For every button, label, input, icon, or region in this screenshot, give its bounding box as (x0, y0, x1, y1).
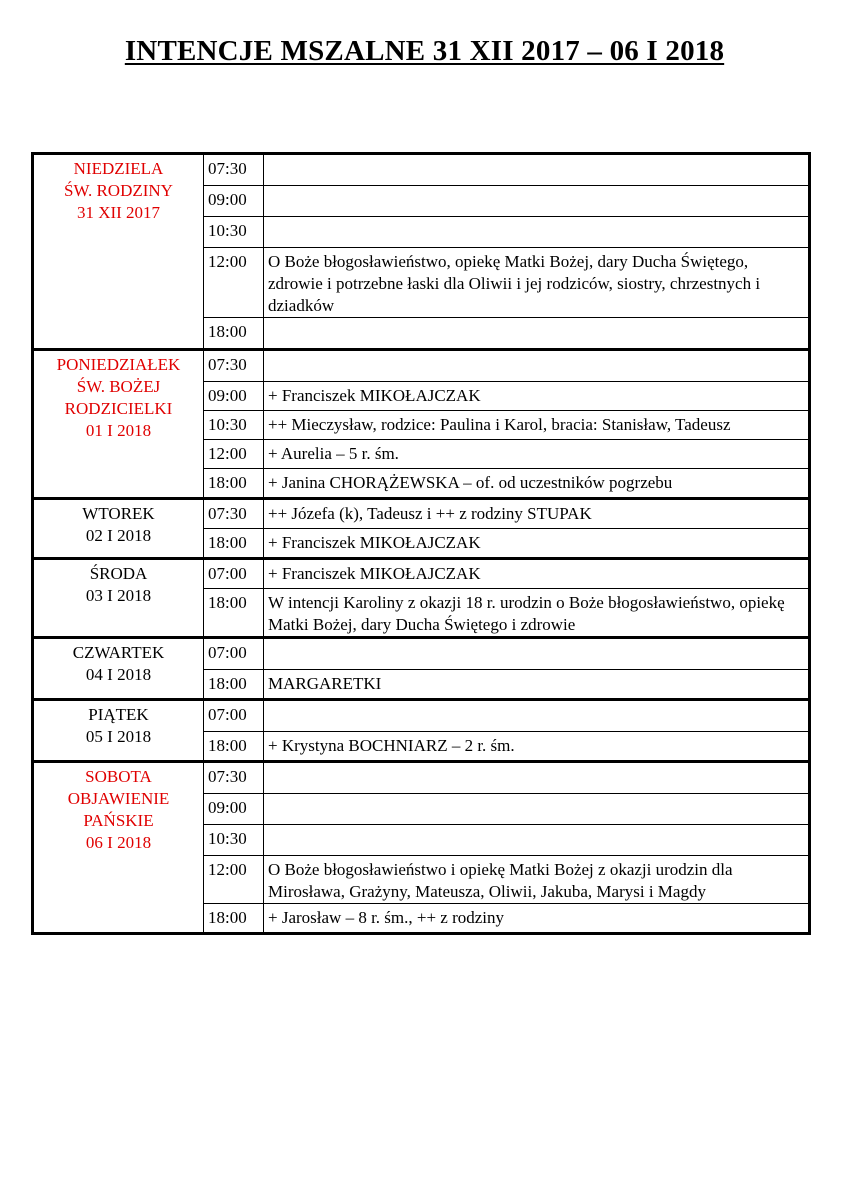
day-label-line: PONIEDZIAŁEK (56, 355, 181, 374)
mass-intention (264, 794, 810, 825)
day-label-line: ŚW. BOŻEJ (76, 377, 161, 396)
mass-time: 18:00 (204, 904, 264, 934)
mass-intention: + Krystyna BOCHNIARZ – 2 r. śm. (264, 732, 810, 762)
day-cell (33, 499, 204, 559)
day-cell (33, 559, 204, 638)
page-title: INTENCJE MSZALNE 31 XII 2017 – 06 I 2018 (124, 35, 725, 67)
day-cell (33, 154, 204, 350)
mass-time: 07:30 (204, 350, 264, 382)
mass-time: 18:00 (204, 318, 264, 350)
day-cell (33, 638, 204, 700)
mass-time: 07:30 (204, 762, 264, 794)
mass-row (33, 638, 810, 670)
mass-time: 18:00 (204, 529, 264, 559)
day-label-line: 04 I 2018 (85, 665, 152, 684)
mass-time: 18:00 (204, 732, 264, 762)
mass-time: 10:30 (204, 825, 264, 856)
mass-time: 09:00 (204, 382, 264, 411)
mass-row (33, 499, 810, 529)
day-label-line: NIEDZIELA (73, 159, 164, 178)
mass-time: 12:00 (204, 856, 264, 904)
day-label-line: CZWARTEK (72, 643, 165, 662)
mass-intention: W intencji Karoliny z okazji 18 r. urodzin o Boże błogosławieństwo, opiekę Matki Bożej, dary Ducha Świętego i zdrowie (264, 589, 810, 638)
mass-time: 07:00 (204, 638, 264, 670)
mass-time: 10:30 (204, 217, 264, 248)
day-label-line: ŚRODA (89, 564, 148, 583)
mass-intention: + Franciszek MIKOŁAJCZAK (264, 529, 810, 559)
mass-time: 07:00 (204, 700, 264, 732)
mass-intention (264, 700, 810, 732)
day-label-line: RODZICIELKI (64, 399, 173, 418)
mass-time: 07:30 (204, 154, 264, 186)
mass-intention: ++ Józefa (k), Tadeusz i ++ z rodziny STUPAK (264, 499, 810, 529)
mass-time: 18:00 (204, 589, 264, 638)
mass-row (33, 762, 810, 794)
day-label-line: 06 I 2018 (85, 833, 152, 852)
mass-time: 12:00 (204, 248, 264, 318)
mass-intention: + Franciszek MIKOŁAJCZAK (264, 559, 810, 589)
day-label-line: 31 XII 2017 (76, 203, 161, 222)
day-label-line: WTOREK (82, 504, 155, 523)
mass-time: 18:00 (204, 469, 264, 499)
day-label-line: PIĄTEK (88, 705, 149, 724)
mass-intention: ++ Mieczysław, rodzice: Paulina i Karol, bracia: Stanisław, Tadeusz (264, 411, 810, 440)
mass-row (33, 350, 810, 382)
mass-intention: + Franciszek MIKOŁAJCZAK (264, 382, 810, 411)
day-label-line: OBJAWIENIE (67, 789, 170, 808)
day-label-line: ŚW. RODZINY (64, 181, 173, 200)
day-cell (33, 350, 204, 499)
mass-intention (264, 350, 810, 382)
mass-intention: + Aurelia – 5 r. śm. (264, 440, 810, 469)
mass-intention: O Boże błogosławieństwo i opiekę Matki Bożej z okazji urodzin dla Mirosława, Grażyny, Mateusza, Oliwii, Jakuba, Marysi i Magdy (264, 856, 810, 904)
mass-intention (264, 186, 810, 217)
mass-intention (264, 217, 810, 248)
day-label-line: PAŃSKIE (83, 811, 154, 830)
day-cell (33, 762, 204, 934)
day-label-line: 01 I 2018 (85, 421, 152, 440)
mass-intention (264, 762, 810, 794)
schedule-body (33, 154, 810, 934)
day-label-line: 03 I 2018 (85, 586, 152, 605)
mass-time: 09:00 (204, 794, 264, 825)
mass-time: 10:30 (204, 411, 264, 440)
mass-intention (264, 638, 810, 670)
mass-intention (264, 154, 810, 186)
mass-intention (264, 318, 810, 350)
mass-schedule-table (31, 152, 811, 935)
mass-time: 07:00 (204, 559, 264, 589)
day-label-line: 02 I 2018 (85, 526, 152, 545)
day-label-line: 05 I 2018 (85, 727, 152, 746)
mass-time: 12:00 (204, 440, 264, 469)
mass-row (33, 700, 810, 732)
mass-row (33, 154, 810, 186)
mass-time: 09:00 (204, 186, 264, 217)
mass-intention: O Boże błogosławieństwo, opiekę Matki Bożej, dary Ducha Świętego, zdrowie i potrzebne łaski dla Oliwii i jej rodziców, siostry, chrzestnych i dziadków (264, 248, 810, 318)
day-cell (33, 700, 204, 762)
mass-time: 18:00 (204, 670, 264, 700)
mass-intention: MARGARETKI (264, 670, 810, 700)
mass-time: 07:30 (204, 499, 264, 529)
mass-intention: + Jarosław – 8 r. śm., ++ z rodziny (264, 904, 810, 934)
mass-intention: + Janina CHORĄŻEWSKA – of. od uczestników pogrzebu (264, 469, 810, 499)
day-label-line: SOBOTA (85, 767, 152, 786)
mass-row (33, 559, 810, 589)
mass-intention (264, 825, 810, 856)
